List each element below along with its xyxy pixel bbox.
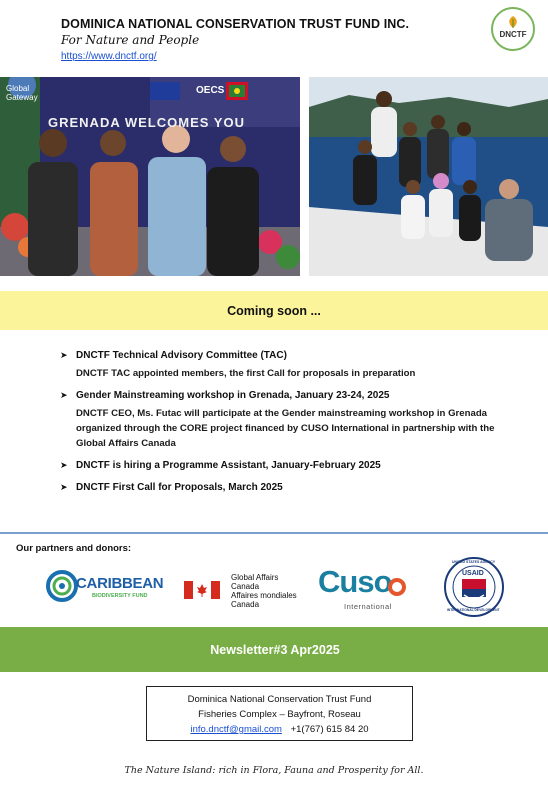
logo-text: DNCTF — [499, 29, 527, 39]
photo-boat-group — [309, 77, 548, 276]
org-title: DOMINICA NATIONAL CONSERVATION TRUST FUND INC. — [61, 17, 410, 31]
leaf-icon — [507, 15, 519, 29]
list-item — [60, 349, 500, 381]
arrow-bullet-icon: ➤ — [60, 460, 68, 470]
arrow-bullet-icon: ➤ — [60, 482, 68, 492]
partners-label: Our partners and donors: — [16, 543, 132, 554]
coming-soon-heading: Coming soon ... — [227, 303, 321, 318]
website-link[interactable]: https://www.dnctf.org/ — [61, 51, 157, 62]
cuso-name: Cuso — [318, 564, 392, 599]
arrow-bullet-icon: ➤ — [60, 390, 68, 400]
global-affairs-canada-logo — [184, 573, 304, 613]
caribbean-biodiversity-fund-logo — [46, 570, 164, 604]
list-item — [60, 389, 500, 451]
gac-line-4: Canada — [231, 600, 260, 609]
cbf-name: CARIBBEAN — [76, 575, 164, 592]
cbf-subtitle: BIODIVERSITY FUND — [92, 593, 148, 599]
list-item — [60, 481, 500, 495]
gac-line-1: Global Affairs — [231, 573, 279, 582]
cuso-swirl-icon — [388, 578, 406, 596]
usaid-logo — [444, 557, 504, 617]
cuso-subtitle: International — [344, 602, 392, 611]
item-title: DNCTF First Call for Proposals, March 2025 — [76, 482, 283, 493]
dnctf-logo — [491, 7, 535, 51]
cbf-swirl-icon — [46, 570, 78, 602]
org-tagline: For Nature and People — [61, 33, 200, 47]
coming-soon-list — [60, 349, 500, 500]
usaid-text: USAID — [462, 570, 484, 577]
item-description: DNCTF CEO, Ms. Futac will participate at the Gender mainstreaming workshop in Grenada organized through the CORE project financed by CUSO International in partnership with the Global Affairs Canada — [76, 408, 495, 449]
usaid-top-text: UNITED STATES AGENCY — [452, 560, 496, 564]
contact-box — [146, 686, 413, 741]
footer-slogan: The Nature Island: rich in Flora, Fauna and Prosperity for All. — [124, 765, 424, 776]
item-title: DNCTF is hiring a Programme Assistant, January-February 2025 — [76, 460, 381, 471]
section-divider — [0, 532, 548, 534]
item-title: Gender Mainstreaming workshop in Grenada, January 23-24, 2025 — [76, 390, 390, 401]
cuso-international-logo — [318, 564, 410, 614]
item-description: DNCTF TAC appointed members, the first Call for proposals in preparation — [76, 368, 416, 379]
contact-email-link[interactable]: info.dnctf@gmail.com — [190, 724, 282, 735]
item-title: DNCTF Technical Advisory Committee (TAC) — [76, 350, 287, 361]
contact-address: Fisheries Complex – Bayfront, Roseau — [198, 709, 361, 720]
contact-org: Dominica National Conservation Trust Fund — [187, 694, 372, 705]
gac-line-3: Affaires mondiales — [231, 591, 297, 600]
page-header — [0, 0, 548, 76]
photo-grenada-event — [0, 77, 300, 276]
contact-details — [147, 722, 412, 737]
canada-flag-icon — [184, 581, 220, 599]
list-item — [60, 459, 500, 473]
banner-text-global-gateway: Global Gateway — [6, 84, 38, 102]
banner-text-oecs: OECS — [196, 85, 225, 96]
coming-soon-banner — [0, 291, 548, 330]
contact-phone: +1(767) 615 84 20 — [290, 724, 369, 735]
arrow-bullet-icon: ➤ — [60, 350, 68, 360]
banner-text-welcome: GRENADA WELCOMES YOU — [48, 115, 245, 130]
newsletter-title: Newsletter#3 Apr2025 — [210, 642, 340, 657]
gac-line-2: Canada — [231, 582, 260, 591]
newsletter-banner — [0, 627, 548, 672]
usaid-bottom-text: INTERNATIONAL DEVELOPMENT — [447, 608, 500, 612]
